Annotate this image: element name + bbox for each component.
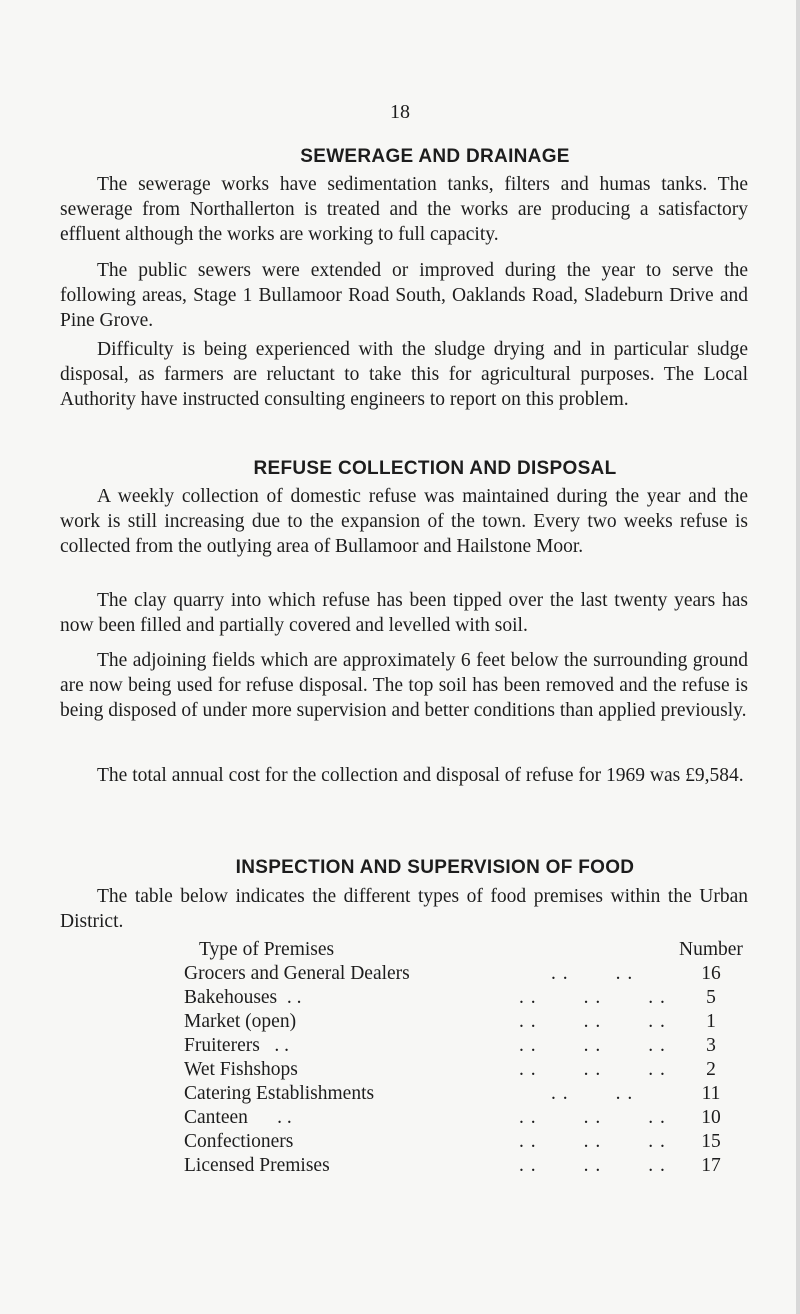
premises-type: Licensed Premises xyxy=(184,1155,330,1176)
leader-dots: . . . . . . xyxy=(519,987,666,1008)
table-row xyxy=(184,1154,743,1178)
paragraph-refuse-3: The adjoining fields which are approximately 6 feet below the surrounding ground are now being used for refuse disposal. The top soil has been removed and the refuse is being disposed of under more supervision and better conditions than applied previously. xyxy=(60,650,748,721)
table-row xyxy=(184,986,743,1010)
paragraph-sewerage-2: The public sewers were extended or improved during the year to serve the following areas, Stage 1 Bullamoor Road South, Oaklands Road, Sladeburn Drive and Pine Grove. xyxy=(60,260,748,331)
leader-dots: . . . . . . xyxy=(519,1011,666,1032)
table-row xyxy=(184,1082,743,1106)
premises-type: Bakehouses . . xyxy=(184,987,302,1008)
premises-type: Catering Establishments xyxy=(184,1083,375,1104)
premises-number: 15 xyxy=(701,1131,721,1152)
page-number: 18 xyxy=(390,101,410,123)
premises-number: 10 xyxy=(701,1107,721,1128)
paragraph-sewerage-3: Difficulty is being experienced with the sludge drying and in particular sludge disposal, as farmers are reluctant to take this for agricultural purposes. The Local Authority have instructed consulting engineers to report on this problem. xyxy=(60,339,748,410)
premises-number: 5 xyxy=(706,987,716,1008)
page-edge-divider xyxy=(796,0,800,1314)
paragraph-food-1: The table below indicates the different types of food premises within the Urban District. xyxy=(60,886,748,932)
heading-sewerage: SEWERAGE AND DRAINAGE xyxy=(300,146,570,167)
paragraph-refuse-1: A weekly collection of domestic refuse was maintained during the year and the work is still increasing due to the expansion of the town. Every two weeks refuse is collected from the outlying area of Bullamoor and Hailstone Moor. xyxy=(60,486,748,557)
premises-type: Grocers and General Dealers xyxy=(184,963,410,984)
leader-dots: . . . . . . xyxy=(519,1131,666,1152)
leader-dots: . . . . . . xyxy=(519,1035,666,1056)
paragraph-sewerage-1: The sewerage works have sedimentation tanks, filters and humas tanks. The sewerage from Northallerton is treated and the works are producing a satisfactory effluent although the works are working to full capacity. xyxy=(60,174,748,245)
premises-number: 16 xyxy=(701,963,721,984)
premises-number: 3 xyxy=(706,1035,716,1056)
premises-number: 1 xyxy=(706,1011,716,1032)
premises-type: Confectioners xyxy=(184,1131,294,1152)
heading-food: INSPECTION AND SUPERVISION OF FOOD xyxy=(235,857,635,878)
table-row xyxy=(184,1058,743,1082)
paragraph-refuse-2: The clay quarry into which refuse has been tipped over the last twenty years has now been filled and partially covered and levelled with soil. xyxy=(60,590,748,636)
leader-dots: . . . . xyxy=(551,1083,634,1104)
premises-table-header xyxy=(184,938,743,962)
table-row xyxy=(184,1034,743,1058)
premises-type: Canteen . . xyxy=(184,1107,292,1128)
paragraph-refuse-4: The total annual cost for the collection and disposal of refuse for 1969 was £9,584. xyxy=(97,765,744,786)
table-row xyxy=(184,1130,743,1154)
heading-refuse: REFUSE COLLECTION AND DISPOSAL xyxy=(253,458,617,479)
premises-type: Wet Fishshops xyxy=(184,1059,298,1080)
leader-dots: . . . . . . xyxy=(519,1107,666,1128)
leader-dots: . . . . . . xyxy=(519,1155,666,1176)
premises-type: Fruiterers . . xyxy=(184,1035,290,1056)
premises-table xyxy=(184,938,743,1178)
column-header-type: Type of Premises xyxy=(199,939,335,960)
table-row xyxy=(184,1010,743,1034)
column-header-number: Number xyxy=(679,939,743,960)
premises-type: Market (open) xyxy=(184,1011,297,1032)
leader-dots: . . . . xyxy=(551,963,634,984)
table-row xyxy=(184,1106,743,1130)
leader-dots: . . . . . . xyxy=(519,1059,666,1080)
table-row xyxy=(184,962,743,986)
premises-number: 11 xyxy=(701,1083,721,1104)
premises-number: 2 xyxy=(706,1059,716,1080)
premises-number: 17 xyxy=(701,1155,721,1176)
